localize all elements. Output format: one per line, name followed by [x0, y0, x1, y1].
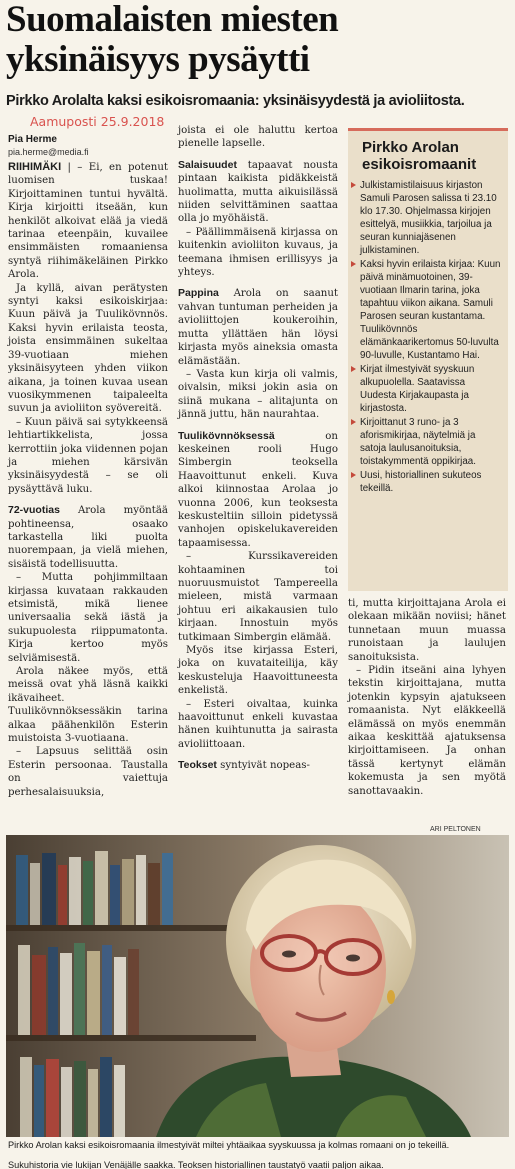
fact-box-item: Kirjat ilmestyivät syyskuun alkupuolella. Saatavissa Uudesta Kirjakaupasta ja kirjastosta.	[360, 363, 504, 415]
paragraph-text: | – Ei, en potenut luomisen tuskaa! Kirjoittaminen tuntui hyvältä. Kirja kirjoitti itseään, kun henkilöt alkoivat elää ja viedä tarinaa eteenpäin, kuvailee ensimmäisten romaaniensa syntyä riihimäkeläinen Pirkko Arola.	[8, 162, 168, 281]
paragraph-text: Arola on saanut vahvan tuntuman perheiden ja avioliittojen koukeroihin, mutta yllättäen hän löysi kirjasta myös aineksia omasta elämästään.	[178, 288, 338, 367]
paragraph	[8, 161, 168, 282]
paragraph: – Mutta pohjimmiltaan kirjassa kuvataan rakkauden etsimistä, mikä lienee universaalia sekä iästä ja sukupuolesta riippumatonta. Kirja kertoo myös selviämisestä.	[8, 572, 168, 664]
run-in-heading: Salaisuudet	[178, 158, 237, 171]
run-in-heading: 72-vuotias	[8, 504, 60, 517]
paragraph: – Päällimmäisenä kirjassa on kuitenkin avioliiton kuvaus, ja teemana ihmisen erillisyys ja yhteys.	[178, 226, 338, 279]
author-email: pia.herme@media.fi	[8, 147, 89, 157]
paragraph: – Esteri oivaltaa, kuinka haavoittunut enkeli kuvastaa hänen kuihtunutta ja sairasta avioliittoaan.	[178, 698, 338, 750]
portrait-photo	[6, 835, 509, 1137]
paragraph: – Vasta kun kirja oli valmis, oivalsin, miksi jokin asia on siinä mukana – alitajunta on jännä juttu, hän naurahtaa.	[178, 368, 338, 421]
article-column-3	[348, 597, 506, 798]
run-in-heading: Pappina	[178, 287, 219, 300]
article-column-2	[178, 124, 338, 773]
portrait-image	[6, 835, 509, 1137]
paragraph	[178, 159, 338, 226]
run-in-heading: Tuulikövnnöksessä	[178, 429, 275, 442]
article-column-1	[8, 153, 168, 799]
photo-caption-continued: Sukuhistoria vie lukijan Venäjälle saakka. Teoksen historiallinen taustatyö vaatii paljon aikaa.	[8, 1160, 384, 1169]
photo-credit: ARI PELTONEN	[430, 826, 481, 833]
headline	[6, 0, 511, 80]
subheadline: Pirkko Arolalta kaksi esikoisromaania: yksinäisyydestä ja avioliitosta.	[6, 93, 465, 109]
paragraph: – Kurssikavereiden kohtaaminen toi nuoruusmuistot Tampereella mieleen, mistä varmaan johtuu eri aikakausien tulo kirjaan. Innostuin myös tutkimaan Simbergin elämää.	[178, 551, 338, 643]
paragraph	[8, 504, 168, 571]
fact-box	[348, 128, 508, 591]
paragraph-text: Arola myöntää pohtineensa, osaako tarkastella liki puolta nuorempaan, ja vielä miehen, sisäistä todellisuutta.	[8, 505, 168, 570]
fact-box-title-line-2: esikoisromaanit	[362, 156, 477, 173]
handwritten-date-note: Aamuposti 25.9.2018	[30, 114, 165, 129]
paragraph: – Pidin itseäni aina lyhyen tekstin kirjoittajana, mutta jotenkin kypsyin ajatukseen romaanista. Nyt eläkkeellä elämässä on myös enemmän aikaa keskittää ajatuksensa kirjoittamiseen. Ja onhan tässä kertynyt elämän kokemusta ja sen myötä sanottavaakin.	[348, 665, 506, 797]
headline-line-1: Suomalaisten miesten	[6, 0, 339, 40]
dateline: RIIHIMÄKI	[8, 161, 62, 173]
fact-box-title-line-1: Pirkko Arolan	[362, 139, 459, 156]
fact-box-item: Julkistamistilaisuus kirjaston Samuli Parosen salissa ti 23.10 klo 17.30. Ohjelmassa kirjojen esittelyä, musiikkia, tarjoilua ja seuran kunniajäsenen julkistaminen.	[360, 179, 504, 257]
paragraph	[178, 287, 338, 367]
fact-box-item: Kirjoittanut 3 runo- ja 3 aforismikirjaa, näytelmiä ja satoja laulusanoituksia, toistakymmentä oppikirjaa.	[360, 416, 504, 468]
fact-box-title	[362, 139, 508, 173]
paragraph: Myös itse kirjassa Esteri, joka on kuvataiteilija, käy keskusteluja Haavoittuneesta enkelistä.	[178, 645, 338, 697]
paragraph: ti, mutta kirjoittajana Arola ei olekaan mikään noviisi; hänet tunnetaan muun muassa runoistaan ja laulujen sanoituksista.	[348, 598, 506, 663]
earring-icon	[387, 990, 395, 1004]
paragraph	[178, 430, 338, 551]
fact-box-item: Kaksi hyvin erilaista kirjaa: Kuun päivä minämuotoinen, 39-vuotiaan Ilmarin tarina, joka tapahtuu viikon aikana. Samuli Parosen seuran kustantama. Tuulikövnnös elämänkaarikertomus 50-luvulta 90-luvulle, Kustantamo Hai.	[360, 258, 504, 362]
fact-box-item: Uusi, historiallinen sukuteos tekeillä.	[360, 469, 504, 495]
paragraph-text: syntyivät nopeas-	[216, 760, 310, 772]
headline-line-2: yksinäisyys pysäytti	[6, 39, 310, 80]
paragraph: Ja kyllä, aivan perätysten syntyi kaksi esikoiskirjaa: Kuun päivä ja Tuulikövnnös. Kaksi hyvin erilaista teosta, joista ensimmäinen sukeltaa 39-vuotiaan miehen yksinäisyyteen yhden viikon aikana, ja toinen kuvaa usean vuosikymmenen taipaleelta suvun ja avioliiton syövereitä.	[8, 282, 168, 415]
paragraph: joista ei ole haluttu kertoa pienelle lapselle.	[178, 125, 338, 150]
author-name: Pia Herme	[8, 134, 57, 145]
fact-box-list	[348, 179, 508, 495]
paragraph: Arola näkee myös, että meissä ovat yhä läsnä kaikki ikävaiheet. Tuulikövnnöksessäkin tarina alkaa päähenkilön Esterin muistoista 3-vuotiaana.	[8, 666, 168, 745]
paragraph: – Kuun päivä sai sytykkeensä lehtiartikkelista, jossa kerrottiin joka viidennen pojan ja miehen kärsivän yksinäisyydestä – se oli pysäyttävä luku.	[8, 416, 168, 495]
paragraph	[178, 759, 338, 772]
run-in-heading: Teokset	[178, 759, 217, 772]
photo-caption: Pirkko Arolan kaksi esikoisromaania ilmestyivät miltei yhtäaikaa syyskuussa ja kolmas romaani on jo tekeillä.	[8, 1140, 450, 1150]
paragraph: – Lapsuus selittää osin Esterin persoonaa. Taustalla on vaiettuja perhesalaisuuksia,	[8, 746, 168, 798]
paragraph-text: tapaavat nousta pintaan kaikista pidäkkeistä huolimatta, mutta aikuisilässä niiden selvittäminen saattaa olla jo myöhäistä.	[178, 159, 338, 225]
paragraph-text: on keskeinen rooli Hugo Simbergin teoksella Haavoittunut enkeli. Kuva alkoi kiinnostaa Arolaa jo vuonna 2006, kun teoksesta keskusteltiin silloin pidetyssä vanhojen opiskelukavereiden tapaamisessa.	[178, 430, 338, 549]
